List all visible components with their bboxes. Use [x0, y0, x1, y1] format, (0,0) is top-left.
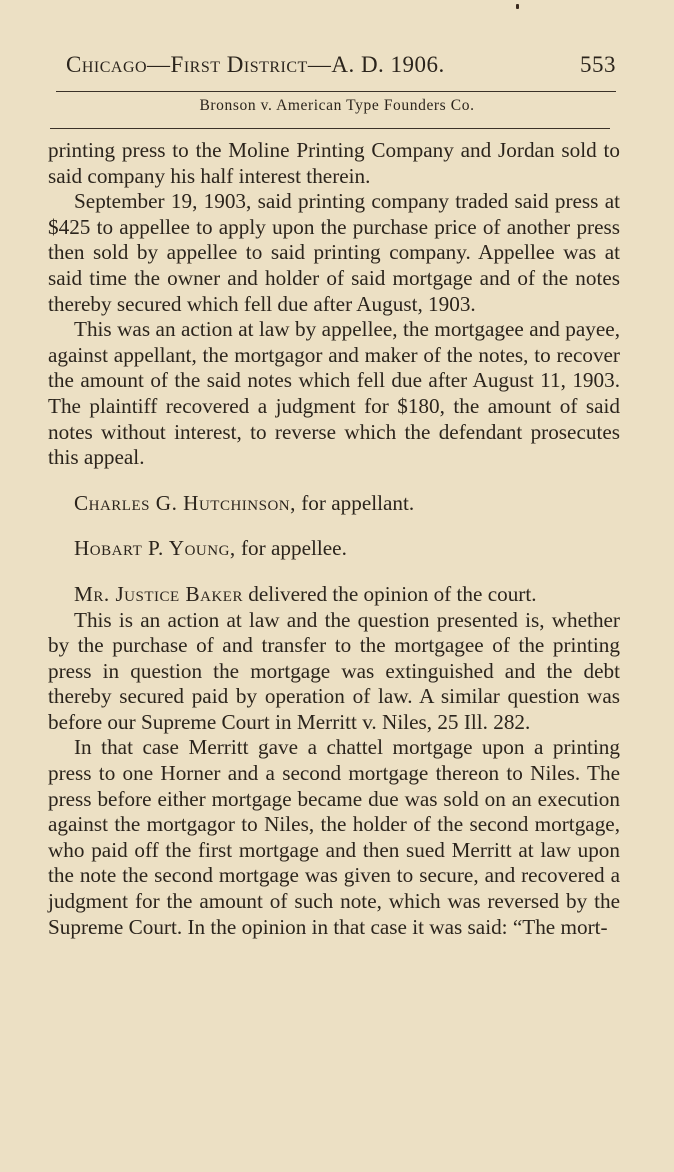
running-head — [66, 52, 616, 78]
opinion-paragraph-question: This is an action at law and the question presented is, whether by the purchase of and transfer to the mortgagee of the printing press in question the mortgage was extinguished and the debt thereby secured paid by operation of law. A similar question was before our Supreme Court in Merritt v. Niles, 25 Ill. 282. — [48, 607, 620, 734]
counsel-appellee — [48, 536, 620, 562]
opinion-delivered: delivered the opinion of the court. — [242, 581, 537, 606]
counsel-appellee-name: Hobart P. Young, — [74, 536, 236, 561]
opinion-paragraph-merritt: In that case Merritt gave a chattel mortgage upon a printing press to one Horner and a second mortgage thereon to Niles. The press before either mortgage became due was sold on an execution against the mortgagor to Niles, the holder of the second mortgage, who paid off the first mortgage and then sued Merritt at law upon the note the second mortgage was given to secure, and recovered a judgment for the amount of such note, which was reversed by the Supreme Court. In the opinion in that case it was said: “The mort- — [48, 735, 620, 939]
header-rule — [56, 91, 616, 92]
paragraph-action: This was an action at law by appellee, the mortgagee and payee, against appellant, the mortgagor and maker of the notes, to recover the amount of the said notes which fell due after August 11, 1903. The plaintiff recovered a judgment for $180, the amount of said notes without interest, to reverse which the defendant prosecutes this appeal. — [48, 317, 620, 470]
counsel-appellant-name: Charles G. Hutchinson, — [74, 490, 296, 515]
running-head-title: Chicago—First District—A. D. 1906. — [66, 52, 445, 77]
opinion-intro — [48, 582, 620, 608]
paragraph-facts: September 19, 1903, said printing company traded said press at $425 to appellee to apply upon the purchase price of another press then sold by appellee to said printing company. Appellee was at said time the owner and holder of said mortgage and of the notes thereby secured which fell due after August, 1903. — [48, 189, 620, 316]
counsel-appellant — [48, 491, 620, 517]
counsel-appellee-role: for appellee. — [235, 536, 347, 561]
paragraph-continued: printing press to the Moline Printing Company and Jordan sold to said company his half interest therein. — [48, 138, 620, 188]
page-number: 553 — [580, 52, 616, 77]
case-title-rule — [50, 128, 610, 129]
ink-speck — [516, 4, 519, 9]
case-title: Bronson v. American Type Founders Co. — [199, 97, 475, 114]
body-text — [48, 138, 620, 940]
counsel-appellant-role: for appellant. — [295, 490, 415, 515]
opinion-justice: Mr. Justice Baker — [74, 581, 243, 606]
